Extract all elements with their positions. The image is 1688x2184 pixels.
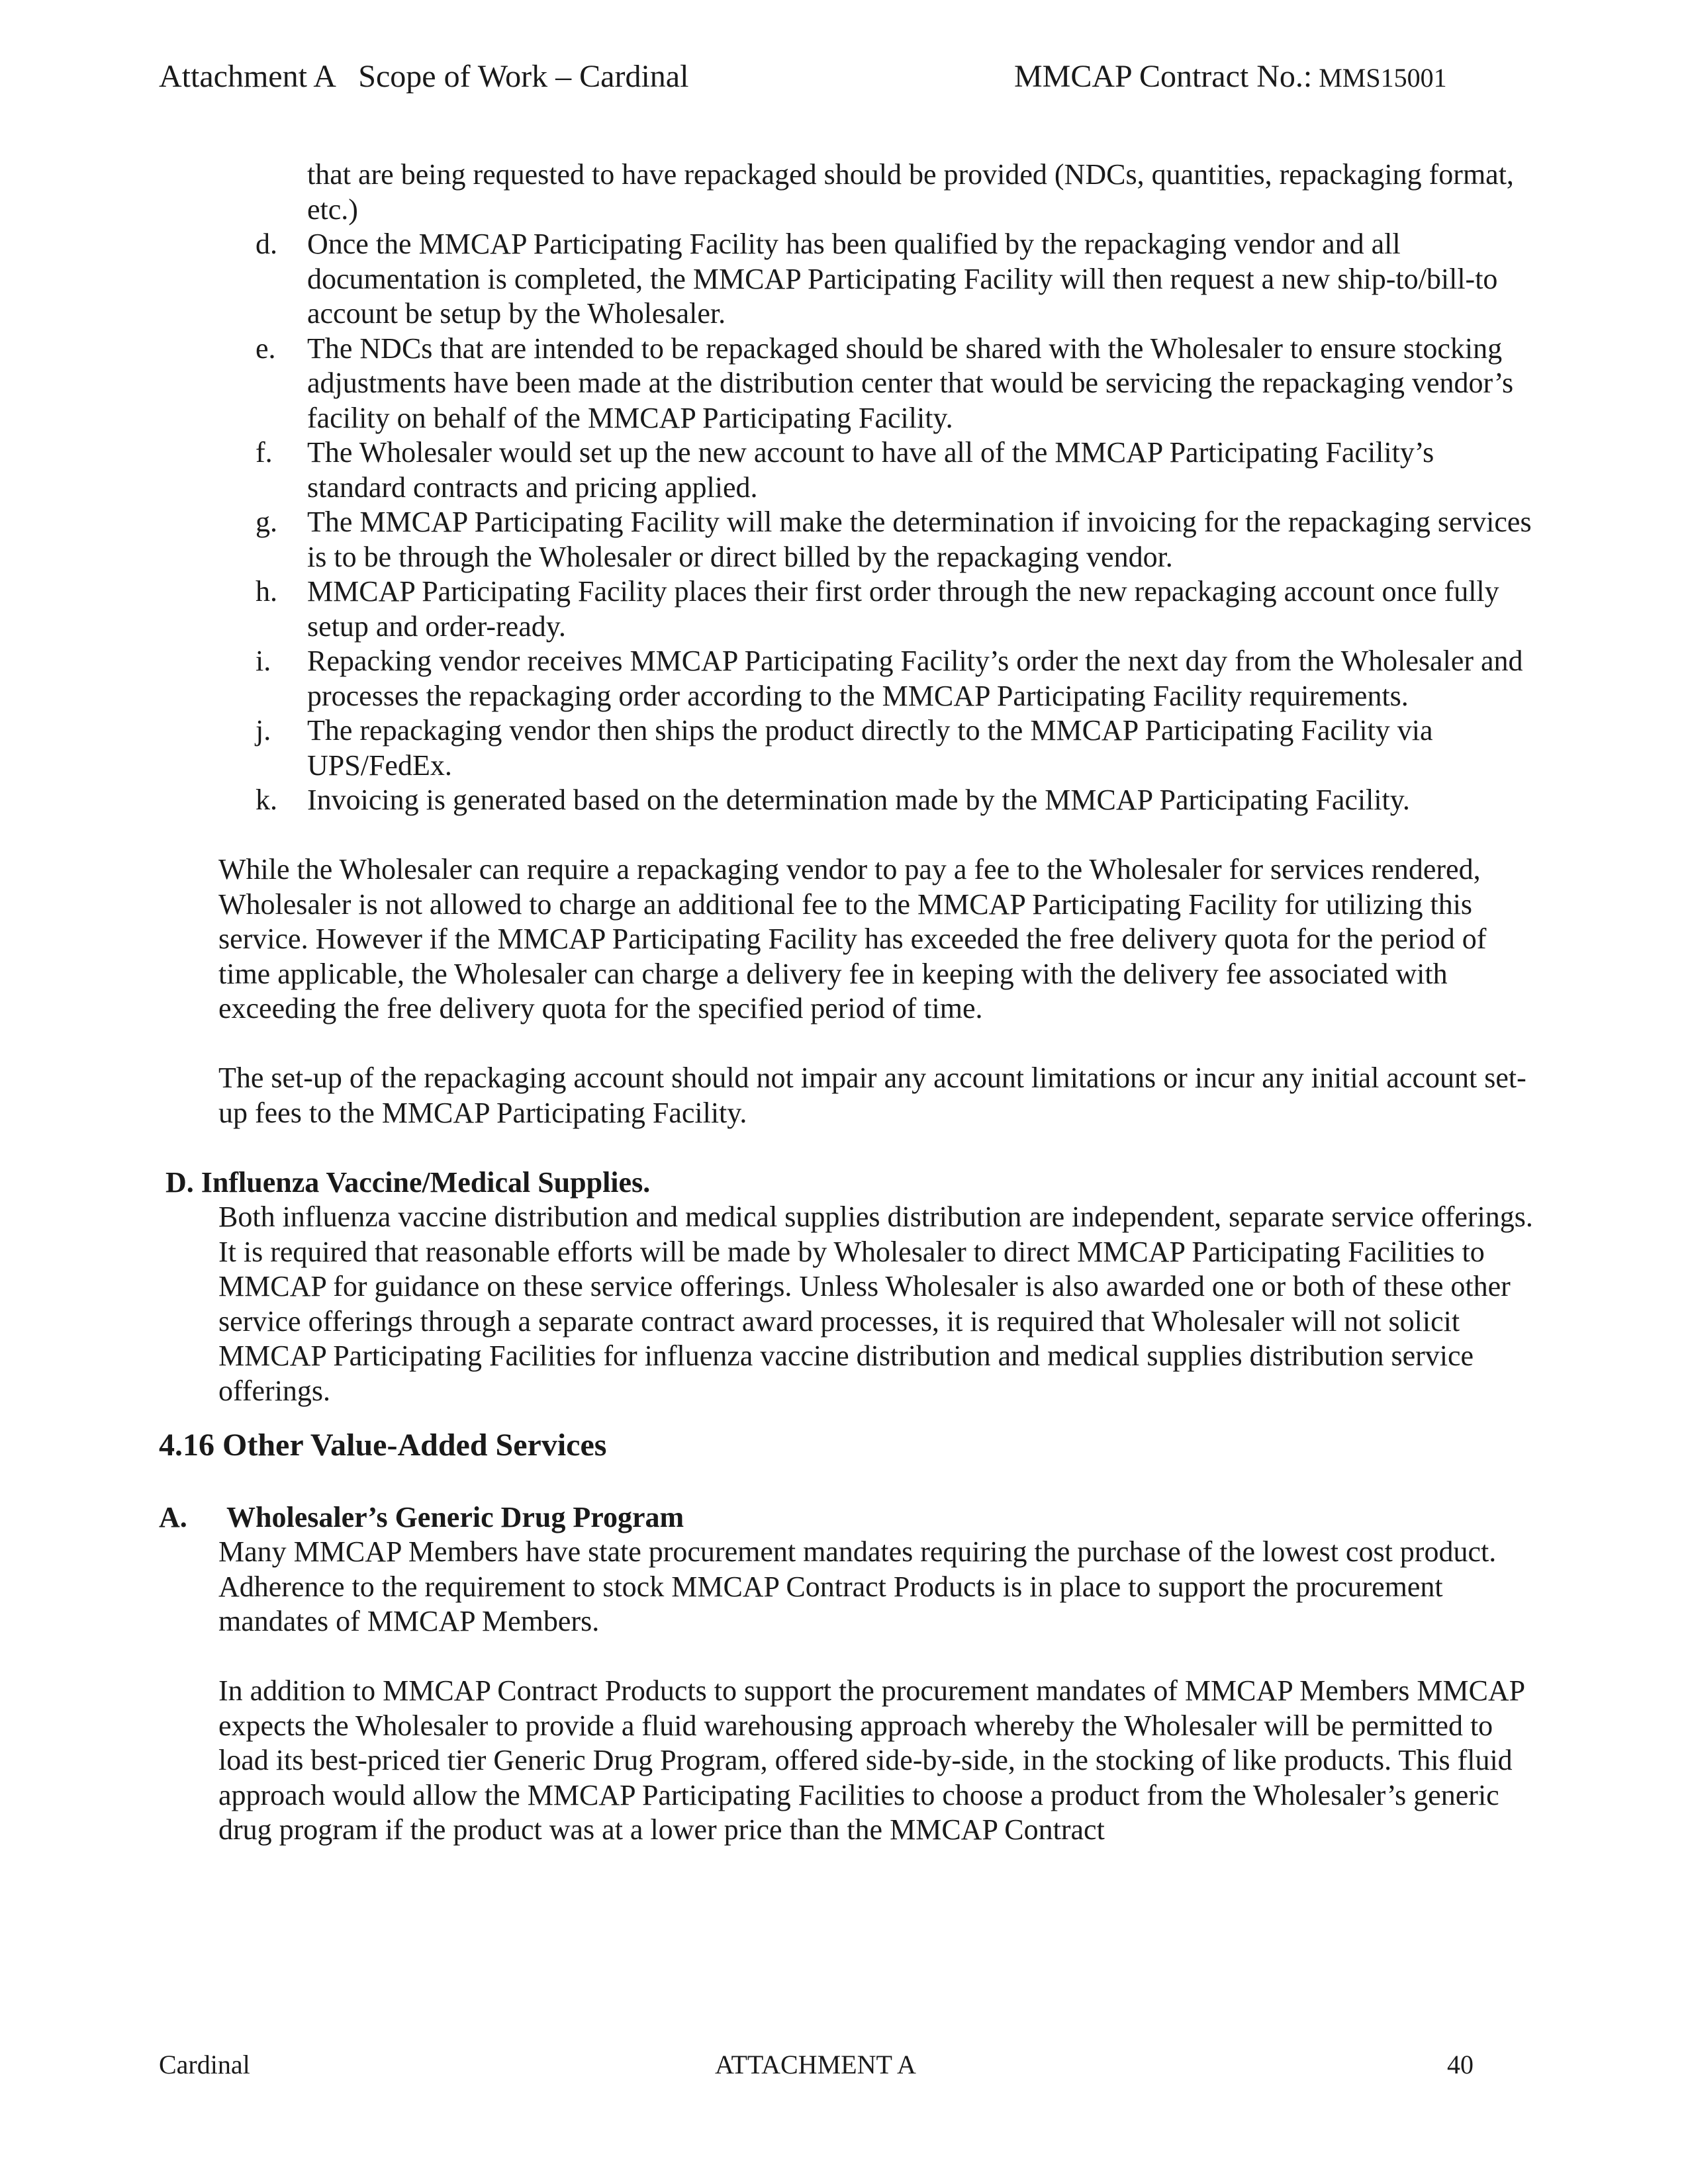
list-item-text: The MMCAP Participating Facility will make the determination if invoicing for the repackaging services is to be through the Wholesaler or direct billed by the repackaging vendor.: [307, 506, 1532, 573]
paragraph-account-setup: The set-up of the repackaging account should not impair any account limitations or incur any initial account set-up fees to the MMCAP Participating Facility.: [218, 1062, 1526, 1129]
list-item-f: [159, 435, 1536, 505]
list-item-text: Invoicing is generated based on the determination made by the MMCAP Participating Facility.: [307, 784, 1410, 816]
page-body: [159, 158, 1536, 1848]
section-d-heading: D. Influenza Vaccine/Medical Supplies.: [165, 1165, 651, 1199]
list-item-text: The repackaging vendor then ships the product directly to the MMCAP Participating Facility via UPS/FedEx.: [307, 714, 1433, 782]
list-marker: j.: [256, 714, 271, 747]
page-number: 40: [1447, 2050, 1474, 2079]
list-marker: i.: [256, 645, 271, 677]
list-marker: f.: [256, 436, 273, 469]
list-marker: h.: [256, 575, 277, 608]
list-item-k: [159, 783, 1536, 818]
footer-attachment: ATTACHMENT A: [715, 2050, 916, 2079]
list-item-text: Repacking vendor receives MMCAP Participating Facility’s order the next day from the Wholesaler and processes the repackaging order according to the MMCAP Participating Facility requirements.: [307, 645, 1523, 712]
list-item-text: MMCAP Participating Facility places their first order through the new repackaging account once fully setup and order-ready.: [307, 575, 1499, 643]
header-contract: [1014, 58, 1447, 95]
list-item-continuation: [159, 158, 1536, 227]
list-item-h: [159, 574, 1536, 644]
section-a-paragraph-2: In addition to MMCAP Contract Products to support the procurement mandates of MMCAP Members MMCAP expects the Wholesaler to provide a fluid warehousing approach whereby the Wholesaler will be permitted to load its best-priced tier Generic Drug Program, offered side-by-side, in the stocking of like products. This fluid approach would allow the MMCAP Participating Facilities to choose a product from the Wholesaler’s generic drug program if the product was at a lower price than the MMCAP Contract: [218, 1674, 1524, 1846]
paragraph-delivery-fee: While the Wholesaler can require a repackaging vendor to pay a fee to the Wholesaler for services rendered, Wholesaler is not allowed to charge an additional fee to the MMCAP Participating Facility for utilizing this service. However if the MMCAP Participating Facility has exceeded the free delivery quota for the period of time applicable, the Wholesaler can charge a delivery fee in keeping with the delivery fee associated with exceeding the free delivery quota for the specified period of time.: [218, 853, 1487, 1024]
list-item-j: [159, 713, 1536, 783]
footer-company: Cardinal: [159, 2050, 250, 2079]
list-item-i: [159, 644, 1536, 713]
list-item-text: Once the MMCAP Participating Facility has been qualified by the repackaging vendor and all documentation is completed, the MMCAP Participating Facility will then request a new ship-to/bill-to account be setup by the Wholesaler.: [307, 228, 1498, 330]
section-416-heading: 4.16 Other Value-Added Services: [159, 1428, 607, 1463]
section-a-title: Wholesaler’s Generic Drug Program: [226, 1500, 684, 1533]
list-item-text: The Wholesaler would set up the new account to have all of the MMCAP Participating Facility’s standard contracts and pricing applied.: [307, 436, 1434, 504]
header-title: Attachment A Scope of Work – Cardinal: [159, 59, 689, 94]
list-item-g: [159, 505, 1536, 574]
section-a-heading: [159, 1500, 1536, 1535]
section-a-paragraph-1: Many MMCAP Members have state procurement mandates requiring the purchase of the lowest cost product. Adherence to the requirement to stock MMCAP Contract Products is in place to support the procurement mandates of MMCAP Members.: [218, 1535, 1497, 1637]
list-marker: g.: [256, 506, 277, 538]
list-item-d: [159, 227, 1536, 332]
section-d-paragraph: Both influenza vaccine distribution and medical supplies distribution are independent, separate service offerings. It is required that reasonable efforts will be made by Wholesaler to direct MMCAP Participating Facilities to MMCAP for guidance on these service offerings. Unless Wholesaler is also awarded one or both of these other service offerings through a separate contract award processes, it is required that Wholesaler will not solicit MMCAP Participating Facilities for influenza vaccine distribution and medical supplies distribution service offerings.: [218, 1201, 1533, 1407]
list-marker: k.: [256, 784, 277, 816]
section-a-letter: A.: [159, 1500, 187, 1533]
contract-label: MMCAP Contract No.:: [1014, 59, 1313, 94]
list-item-text: The NDCs that are intended to be repackaged should be shared with the Wholesaler to ensure stocking adjustments have been made at the distribution center that would be servicing the repackaging vendor’s facility on behalf of the MMCAP Participating Facility.: [307, 332, 1514, 434]
list-marker: e.: [256, 332, 276, 365]
list-item-text: that are being requested to have repackaged should be provided (NDCs, quantities, repackaging format, etc.): [307, 158, 1514, 226]
contract-number: MMS15001: [1319, 63, 1447, 93]
list-item-e: [159, 332, 1536, 436]
list-marker: d.: [256, 228, 277, 260]
